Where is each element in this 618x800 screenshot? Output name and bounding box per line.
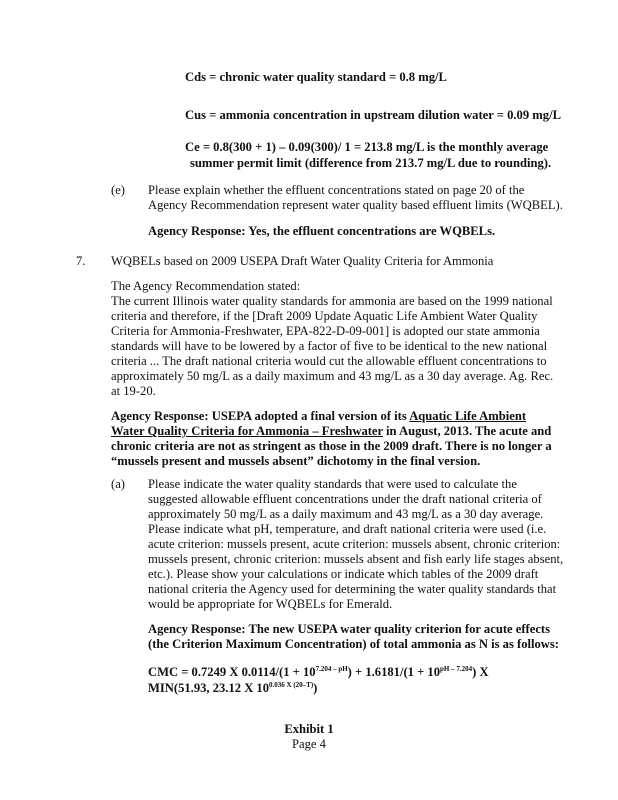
agency-recommendation-stated: The Agency Recommendation stated: xyxy=(111,279,301,293)
cmc-part-1: CMC = 0.7249 X 0.0114/(1 + 10 xyxy=(148,665,316,679)
cmc-exponent-3: 0.036 X (20–T) xyxy=(269,681,314,689)
section-7-response-line-2 xyxy=(111,424,551,439)
cmc-part-2: ) + 1.6181/(1 + 10 xyxy=(347,665,441,679)
item-a-line-8: national criteria the Agency used for determining the water quality standards that xyxy=(148,582,557,596)
cmc-exponent-1: 7.204 – pH xyxy=(315,665,348,673)
quote-line-1: The current Illinois water quality standards for ammonia are based on the 1999 national xyxy=(111,294,553,308)
response-lead: Agency Response: USEPA adopted a final version of its xyxy=(111,409,410,423)
item-a-line-2: suggested allowable effluent concentrations under the draft national criteria of xyxy=(148,492,542,506)
criteria-title-part-1: Aquatic Life Ambient xyxy=(409,409,527,423)
section-7-title: WQBELs based on 2009 USEPA Draft Water Quality Criteria for Ammonia xyxy=(111,254,494,268)
item-a-response-line-1: Agency Response: The new USEPA water quality criterion for acute effects xyxy=(148,622,551,636)
cmc-part-4: MIN(51.93, 23.12 X 10 xyxy=(148,681,270,695)
equation-ce-line-1: Ce = 0.8(300 + 1) – 0.09(300)/ 1 = 213.8 mg/L is the monthly average xyxy=(185,140,549,154)
quote-line-6: approximately 50 mg/L as a daily maximum and 43 mg/L as a 30 day average. Ag. Rec. xyxy=(111,369,554,383)
item-a-response-line-2: (the Criterion Maximum Concentration) of total ammonia as N is as follows: xyxy=(148,637,559,651)
item-a-line-3: approximately 50 mg/L as a daily maximum and 43 mg/L as a 30 day average. xyxy=(148,507,544,521)
equation-ce-line-2: summer permit limit (difference from 213.7 mg/L due to rounding). xyxy=(190,156,552,170)
quote-line-3: Criteria for Ammonia-Freshwater, EPA-822-D-09-001] is adopted our state ammonia xyxy=(111,324,540,338)
section-7-response-line-4: “mussels present and mussels absent” dichotomy in the final version. xyxy=(111,454,481,468)
item-a-line-9: would be appropriate for WQBELs for Emerald. xyxy=(148,597,393,611)
footer-exhibit: Exhibit 1 xyxy=(284,722,334,736)
item-e-response: Agency Response: Yes, the effluent concentrations are WQBELs. xyxy=(148,224,496,238)
item-a-line-6: mussels present, chronic criterion: mussels absent and fish early life stages absent, xyxy=(148,552,564,566)
cmc-exponent-2: pH – 7.204 xyxy=(440,665,473,673)
equation-cds: Cds = chronic water quality standard = 0.8 mg/L xyxy=(185,70,447,84)
quote-line-7: at 19-20. xyxy=(111,384,156,398)
item-a-label: (a) xyxy=(111,477,125,491)
cmc-formula-line-1 xyxy=(148,665,489,680)
item-a-line-4: Please indicate what pH, temperature, and draft national criteria were used (i.e. xyxy=(148,522,547,536)
item-e-question-line-1: Please explain whether the effluent concentrations stated on page 20 of the xyxy=(148,183,525,197)
section-7-response-line-1 xyxy=(111,409,526,424)
cmc-part-3: ) X xyxy=(472,665,489,679)
response-date: in August, 2013. The acute and xyxy=(382,424,552,438)
cmc-formula-line-2 xyxy=(148,681,317,696)
item-e-label: (e) xyxy=(111,183,125,197)
item-e-question-line-2: Agency Recommendation represent water quality based effluent limits (WQBEL). xyxy=(148,198,563,212)
cmc-part-5: ) xyxy=(313,681,318,695)
item-a-line-7: etc.). Please show your calculations or indicate which tables of the 2009 draft xyxy=(148,567,539,581)
section-7-response-line-3: chronic criteria are not as stringent as those in the 2009 draft. There is no longer a xyxy=(111,439,552,453)
item-a-line-1: Please indicate the water quality standards that were used to calculate the xyxy=(148,477,517,491)
footer-page-number: Page 4 xyxy=(292,737,326,751)
quote-line-2: criteria and therefore, if the [Draft 2009 Update Aquatic Life Ambient Water Quality xyxy=(111,309,538,323)
quote-line-4: standards will have to be lowered by a factor of five to be identical to the new national xyxy=(111,339,548,353)
quote-line-5: criteria ... The draft national criteria would cut the allowable effluent concentrations to xyxy=(111,354,547,368)
section-7-number: 7. xyxy=(76,254,86,268)
criteria-title-part-2: Water Quality Criteria for Ammonia – Freshwater xyxy=(111,424,383,438)
item-a-line-5: acute criterion: mussels present, acute criterion: mussels absent, chronic criterion: xyxy=(148,537,561,551)
equation-cus: Cus = ammonia concentration in upstream dilution water = 0.09 mg/L xyxy=(185,108,561,122)
